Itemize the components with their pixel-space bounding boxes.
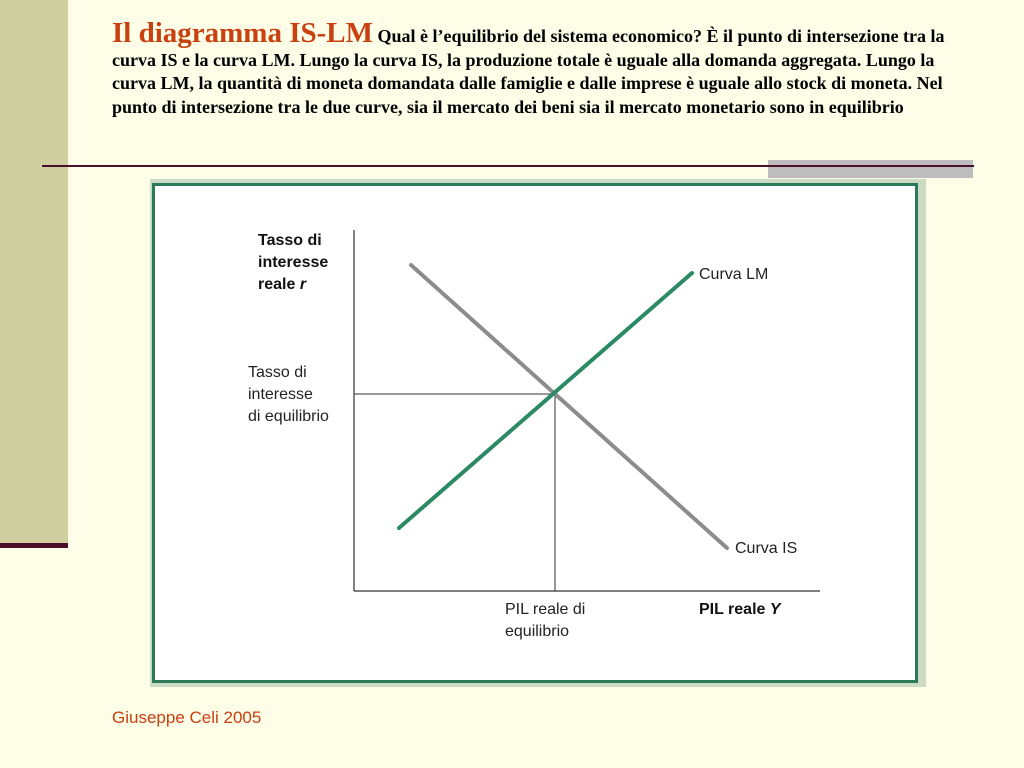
eq-rate-label-line-2: interesse	[248, 386, 313, 403]
slide-body-text: Qual è l’equilibrio del sistema economico? È il punto di intersezione tra la curva IS e la curva LM. Lungo la curva IS, la produzione totale è uguale alla domanda aggregata. Lungo la curva LM, la quantità di moneta domandata dalle famiglie e dalle imprese è uguale allo stock di moneta. Nel punto di intersezione tra le due curve, sia il mercato dei beni sia il mercato monetario sono in equilibrio	[112, 26, 945, 117]
x-axis-label-text: PIL reale	[699, 601, 770, 618]
footer-credit: Giuseppe Celi 2005	[112, 708, 262, 727]
is-curve	[411, 265, 727, 548]
x-axis-label	[699, 601, 782, 618]
lm-curve	[399, 273, 692, 528]
y-axis-label-line-3: reale	[258, 276, 300, 293]
lm-curve-label: Curva LM	[699, 266, 769, 283]
eq-rate-label	[248, 364, 329, 425]
slide-title: Il diagramma IS-LM	[112, 17, 373, 49]
eq-rate-label-line-1: Tasso di	[248, 364, 307, 381]
x-axis-variable: Y	[769, 601, 781, 618]
eq-output-label-line-2: equilibrio	[505, 623, 570, 640]
y-axis-label	[258, 232, 333, 293]
eq-output-label-line-1: PIL reale di	[505, 601, 586, 618]
eq-output-label	[505, 601, 590, 640]
y-axis-label-line-1: Tasso di	[258, 232, 322, 249]
y-axis-label-line-2: interesse	[258, 254, 329, 271]
y-axis-variable: r	[299, 276, 307, 293]
eq-rate-label-line-3: di equilibrio	[248, 408, 329, 425]
is-curve-label: Curva IS	[735, 540, 798, 557]
